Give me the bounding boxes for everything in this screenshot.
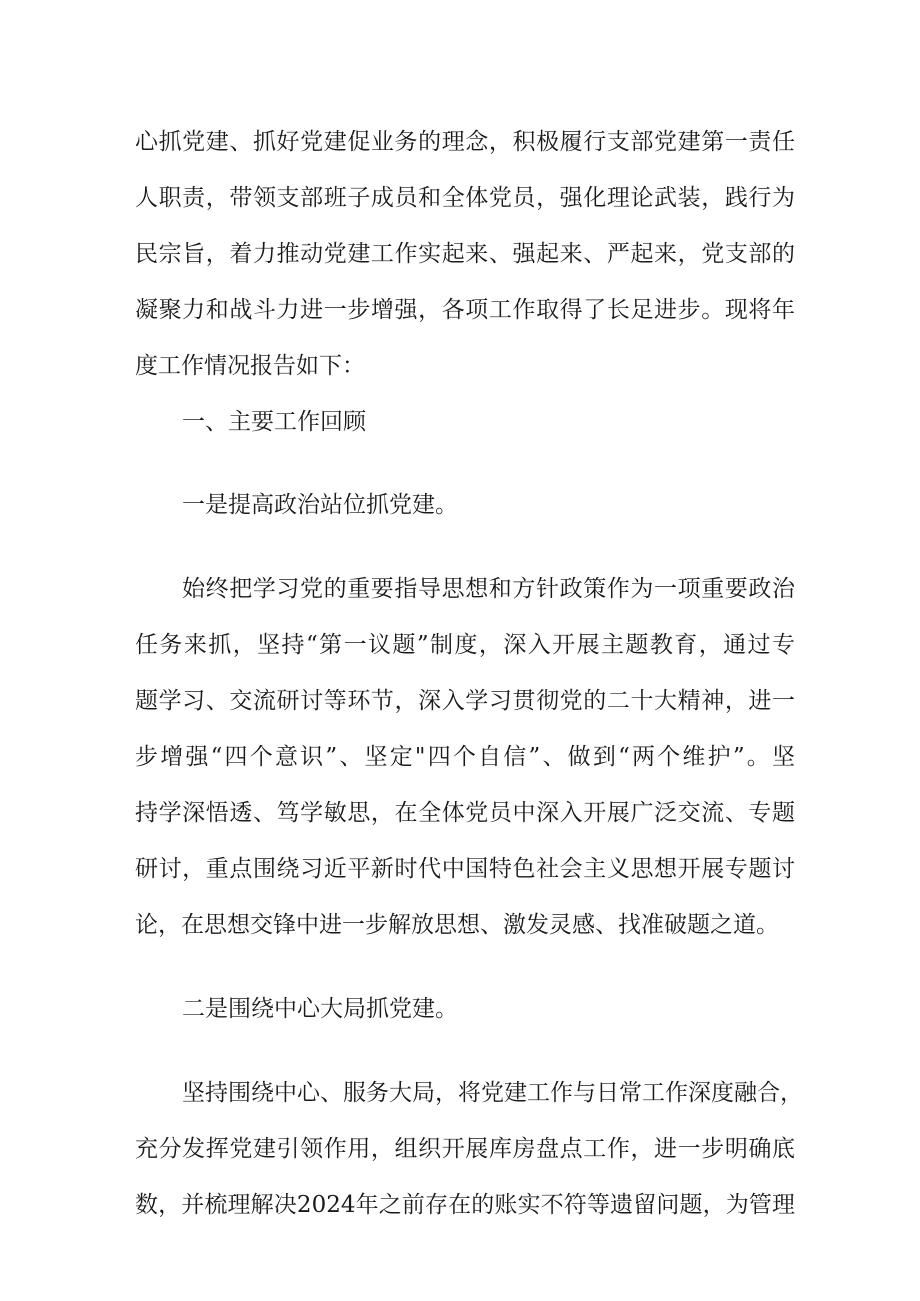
part1-body-line-6: 研讨，重点围绕习近平新时代中国特色社会主义思想开展专题讨 <box>135 856 795 882</box>
section-title: 一、主要工作回顾 <box>182 409 366 435</box>
intro-line-1: 心抓党建、抓好党建促业务的理念，积极履行支部党建第一责任 <box>135 129 795 155</box>
part1-body-line-7: 论，在思想交锋中进一步解放思想、激发灵感、找准破题之道。 <box>135 912 779 938</box>
intro-line-3: 民宗旨，着力推动党建工作实起来、强起来、严起来，党支部的 <box>135 241 795 267</box>
intro-line-2: 人职责，带领支部班子成员和全体党员，强化理论武装，践行为 <box>135 185 795 211</box>
part1-body-line-4: 步增强“四个意识”、坚定"四个自信”、做到“两个维护”。坚 <box>135 744 795 770</box>
part1-title: 一是提高政治站位抓党建。 <box>182 492 458 518</box>
part1-body-line-2: 任务来抓，坚持“第一议题”制度，深入开展主题教育，通过专 <box>135 632 795 658</box>
intro-line-4: 凝聚力和战斗力进一步增强，各项工作取得了长足进步。现将年 <box>135 297 795 323</box>
part2-body-line-3: 数，并梳理解决2024年之前存在的账实不符等遗留问题，为管理 <box>135 1192 795 1218</box>
part2-body-line-1: 坚持围绕中心、服务大局，将党建工作与日常工作深度融合， <box>182 1080 803 1106</box>
part1-body-line-5: 持学深悟透、笃学敏思，在全体党员中深入开展广泛交流、专题 <box>135 800 795 826</box>
part1-body-line-3: 题学习、交流研讨等环节，深入学习贯彻党的二十大精神，进一 <box>135 688 795 714</box>
part2-body-line-2: 充分发挥党建引领作用，组织开展库房盘点工作，进一步明确底 <box>135 1136 795 1162</box>
part2-title: 二是围绕中心大局抓党建。 <box>182 996 458 1022</box>
part1-body-line-1: 始终把学习党的重要指导思想和方针政策作为一项重要政治 <box>182 576 795 602</box>
intro-line-5: 度工作情况报告如下： <box>135 353 365 379</box>
